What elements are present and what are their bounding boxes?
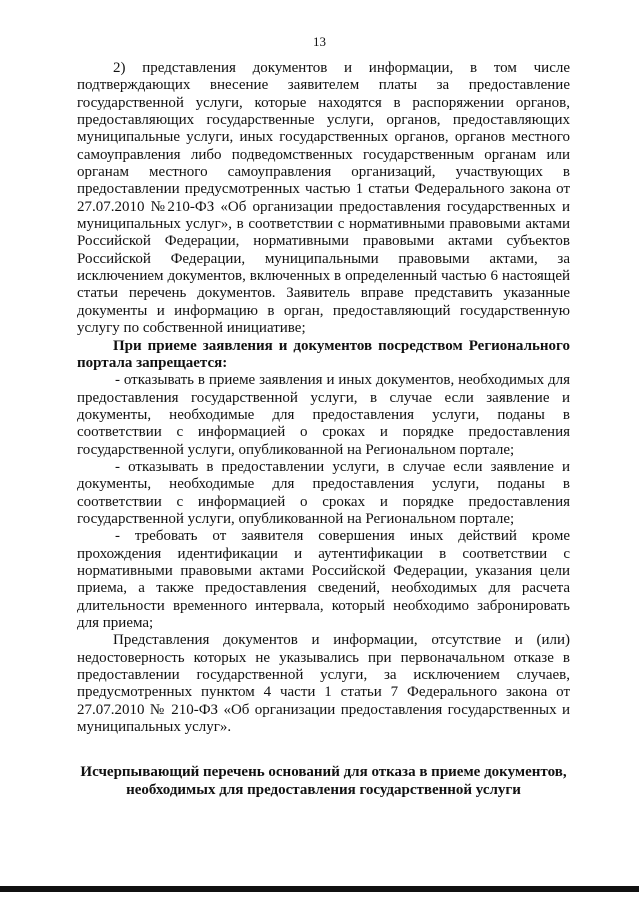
document-body xyxy=(77,60,570,736)
prohibition-item-require-actions: - требовать от заявителя совершения иных действий кроме прохождения идентификации и аутентификации в соответствии с нормативными правовыми актами Российской Федерации, указания цели приема, а также предоставления сведений, необходимых для расчета длительности временного интервала, который необходимо забронировать для приема; xyxy=(77,528,570,631)
prohibition-item-refuse-service: - отказывать в предоставлении услуги, в случае если заявление и документы, необходимые для предоставления услуги, поданы в соответствии с информацией о сроках и порядке предоставления государственной услуги, опубликованной на Региональном портале; xyxy=(77,458,570,527)
prohibition-item-refuse-acceptance: - отказывать в приеме заявления и иных документов, необходимых для предоставления государственной услуги, в случае если заявление и документы, необходимые для предоставления услуги, поданы в соответствии с информацией о сроках и порядке предоставления государственной услуги, опубликованной на Региональном портале; xyxy=(77,372,570,458)
section-heading: Исчерпывающий перечень оснований для отказа в приеме документов, необходимых для предоставления государственной услуги xyxy=(80,764,567,798)
portal-prohibition-heading: При приеме заявления и документов посредством Регионального портала запрещается: xyxy=(77,337,570,371)
bottom-scan-border xyxy=(0,886,639,892)
paragraph-item-2-documents: 2) представления документов и информации, в том числе подтверждающих внесение заявителем платы за предоставление государственной услуги, которые находятся в распоряжении органов, предоставляющих государственные услуги, органов, предоставляющих муниципальные услуги, иных государственных органов, органов местного самоуправления либо подведомственных государственным органам или органам местного самоуправления организаций, участвующих в предоставлении предусмотренных частью 1 статьи Федерального закона от 27.07.2010 №210-ФЗ «Об организации предоставления государственных и муниципальных услуг», в соответствии с нормативными правовыми актами Российской Федерации, нормативными правовыми актами субъектов Российской Федерации, муниципальными правовыми актами, за исключением документов, включенных в определенный частью 6 настоящей статьи перечень документов. Заявитель вправе представить указанные документы и информацию в орган, предоставляющий государственную услугу по собственной инициативе; xyxy=(77,60,570,337)
page-number: 13 xyxy=(313,34,326,49)
paragraph-missing-documents: Представления документов и информации, отсутствие и (или) недостоверность которых не указывались при первоначальном отказе в предоставлении государственной услуги, за исключением случаев, предусмотренных пунктом 4 части 1 статьи 7 Федерального закона от 27.07.2010 № 210-ФЗ «Об организации предоставления государственных и муниципальных услуг». xyxy=(77,632,570,736)
